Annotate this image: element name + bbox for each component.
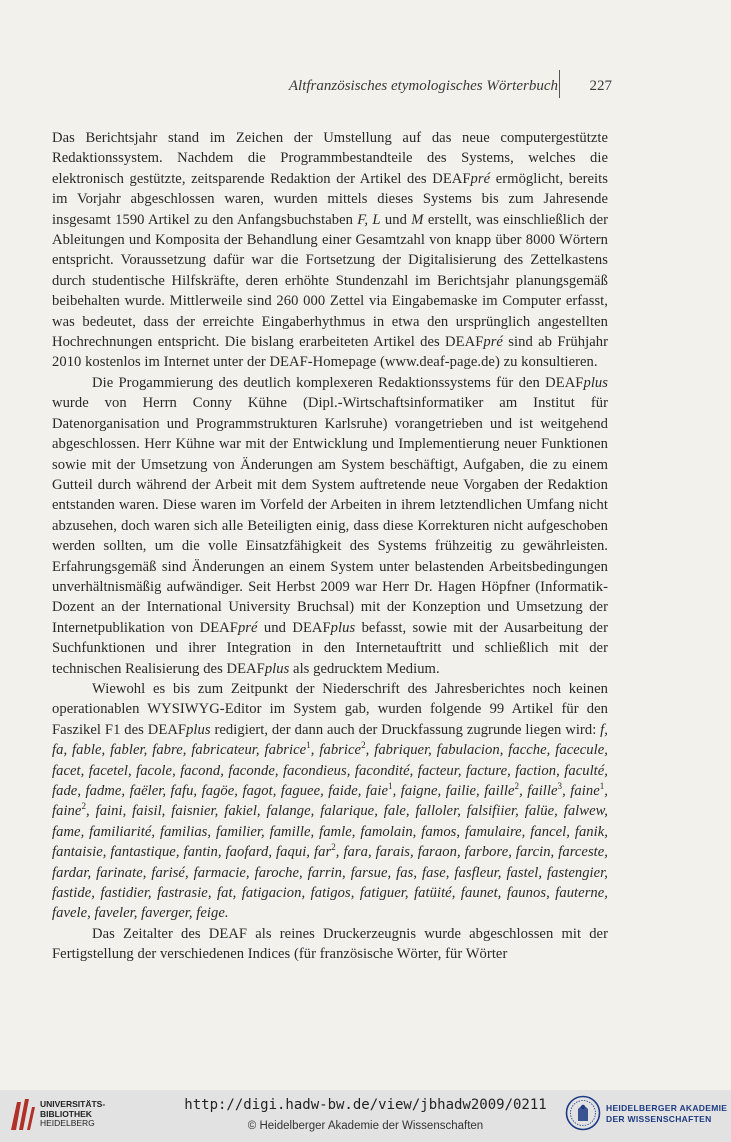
text-run: Das Berichtsjahr stand im Zeichen der Umstellung auf das neue computergestützte Redaktionssystem. Nachdem die Programmbestandteile des Systems, welches die elektronisch gestützte, zeitsparende Redaktion der Artikel des DEAF [52,130,608,187]
italic-text: plus [583,374,608,391]
superscript: 3 [557,781,563,792]
italic-text: pré [483,334,503,351]
text-run: als gedrucktem Medium. [289,660,440,677]
superscript: 1 [306,740,311,751]
italic-text: , faini, faisil, faisnier, fakiel, falange, falarique, fale, falloler, falsifiier, falüe, falwew, fame, familiarité, familias, familier, famille, famle, famolain, famos, famulaire, fancel, fanik, fantaisie, fantastique, fantin, faofard, faqui, far [52,803,608,861]
university-library-name: UNIVERSITÄTS- BIBLIOTHEK HEIDELBERG [40,1099,106,1128]
text-run: und [380,211,412,228]
text-run: erstellt, was einschließlich der Ableitungen und Komposita der Behandlung einer Gesamtzahl von knapp über 8000 Wörtern entspricht. Voraussetzung dafür war die Fortsetzung der Digitalisierung des Zettelkastens durch studentische Hilfskräfte, deren erhöhte Stundenzahl im Berichtsjahr planungsgemäß beibehalten wurde. Mittlerweile sind 260 000 Zettel via Eingabemaske im Computer erfasst, was bedeutet, dass der erreichte Eingaberhythmus in etwa den ursprünglich angestellten Hochrechnungen entspricht. Die bislang erarbeiteten Artikel des DEAF [52,211,609,351]
italic-text: , faine [562,783,600,799]
running-title: Altfranzösisches etymologisches Wörterbuch [288,78,558,94]
italic-text: , fabriquer, fabulacion, facche, facecule, facet, facetel, facole, facond, faconde, facondieus, facondité, facteur, facture, faction, faculté, fade, fadme, faëler, fafu, fagöe, fagot, faguee, faide, faie [52,742,608,799]
body-text [52,128,608,965]
viewer-footer [0,1090,731,1142]
permalink[interactable]: http://digi.hadw-bw.de/view/jbhadw2009/0211 [184,1097,547,1113]
italic-text: plus [186,721,211,738]
superscript: 1 [599,781,605,792]
italic-text: plus [330,619,356,636]
text-run: wurde von Herrn Conny Kühne (Dipl.-Wirtschaftsinformatiker am Institut für Datenorganisation und Programmstrukturen Karlsruhe) vorangetrieben und ist weitgehend abgeschlossen. Herr Kühne war mit der Entwicklung und Implementierung neuer Funktionen sowie mit der Umsetzung von Änderungen am System beschäftigt, Aufgaben, die zu einem Gutteil durch während der Arbeit mit dem System auftretende neue Vorgaben der Redaktion entstanden waren. Diese waren im Vorfeld der Arbeiten in ihrem letztendlichen Umfang nicht abzusehen, doch waren sich alle Beteiligten einig, dass diese Korrekturen nicht aufgeschoben werden sollten, um die volle Einsatzfähigkeit des Systems frühzeitig zu gewährleisten. Erfahrungsgemäß sind Änderungen an einem System unter belastenden Arbeitsbedingungen unverhältnismäßig aufwändiger. Seit Herbst 2009 war Herr Dr. Hagen Höpfner (Informatik-Dozent an der International University Bruchsal) mit der Konzeption und Umsetzung der Internetpublikation von DEAF [52,395,608,636]
superscript: 2 [361,740,366,751]
italic-text: M [411,211,424,228]
superscript: 2 [514,781,520,792]
italic-text: fabrice [319,742,362,759]
italic-text: , [310,742,320,759]
text-run: sind ab Frühjahr 2010 kostenlos im Internet unter der DEAF-Homepage (www.deaf-page.de) zu konsultieren. [52,334,608,371]
superscript: 2 [81,801,86,812]
academy-name: HEIDELBERGER AKADEMIE DER WISSENSCHAFTEN [606,1103,728,1124]
text-run: Wiewohl es bis zum Zeitpunkt der Niederschrift des Jahresberichtes noch keinen operationablen WYSIWYG-Editor im System gab, wurden folgende 99 Artikel für den Faszikel F1 des DEAF [52,680,608,738]
header-divider [559,70,560,98]
page-number: 227 [589,78,612,94]
paragraph [52,128,608,373]
italic-text: F, L [357,211,381,228]
italic-text: , faine [52,783,608,820]
text-run: redigiert, der dann auch der Druckfassung zugrunde liegen wird: [210,721,601,738]
italic-text: plus [264,660,290,677]
paragraph [52,679,608,924]
italic-text: f, fa, fable, fabler, fabre, fabricateur, fabrice [52,721,608,759]
text-run: ermöglicht, bereits im Vorjahr abgeschlossen waren, wurden mittels dieses Systems bis zum Jahresende insgesamt 1590 Artikel zu den Anfangsbuchstaben [52,170,608,228]
copyright-notice: © Heidelberger Akademie der Wissenschaften [247,1120,484,1132]
italic-text: , fara, farais, faraon, farbore, farcin, farceste, fardar, farinate, farisé, farmacie, faroche, farrin, farsue, fas, fase, fasfleur, fastel, fastengier, fastide, fastidier, fastrasie, fat, fatigacion, fatigos, fatiguer, fatüité, faunet, faunos, fauterne, favele, faveler, faverger, feige. [52,844,609,922]
italic-text: , faille [519,783,558,799]
paragraph [52,924,608,965]
academy-seal-icon [565,1095,601,1131]
paragraph [52,373,608,679]
running-header [52,78,612,102]
text-run: und DEAF [257,619,331,636]
italic-text: pré [237,619,258,636]
superscript: 1 [388,781,393,792]
text-run: Das Zeitalter des DEAF als reines Druckerzeugnis wurde abgeschlossen mit der Fertigstellung der verschiedenen Indices (für französische Wörter, für Wörter [52,925,608,963]
italic-text: pré [470,170,491,187]
italic-text: , faigne, failie, faille [392,783,515,799]
text-run: befasst, sowie mit der Ausarbeitung der Suchfunktionen und ihrer Integration in den Internetauftritt und schließlich mit der technischen Realisierung des DEAF [52,619,608,677]
superscript: 2 [331,842,336,853]
text-run: Die Progammierung des deutlich komplexeren Redaktionssystems für den DEAF [92,374,584,391]
